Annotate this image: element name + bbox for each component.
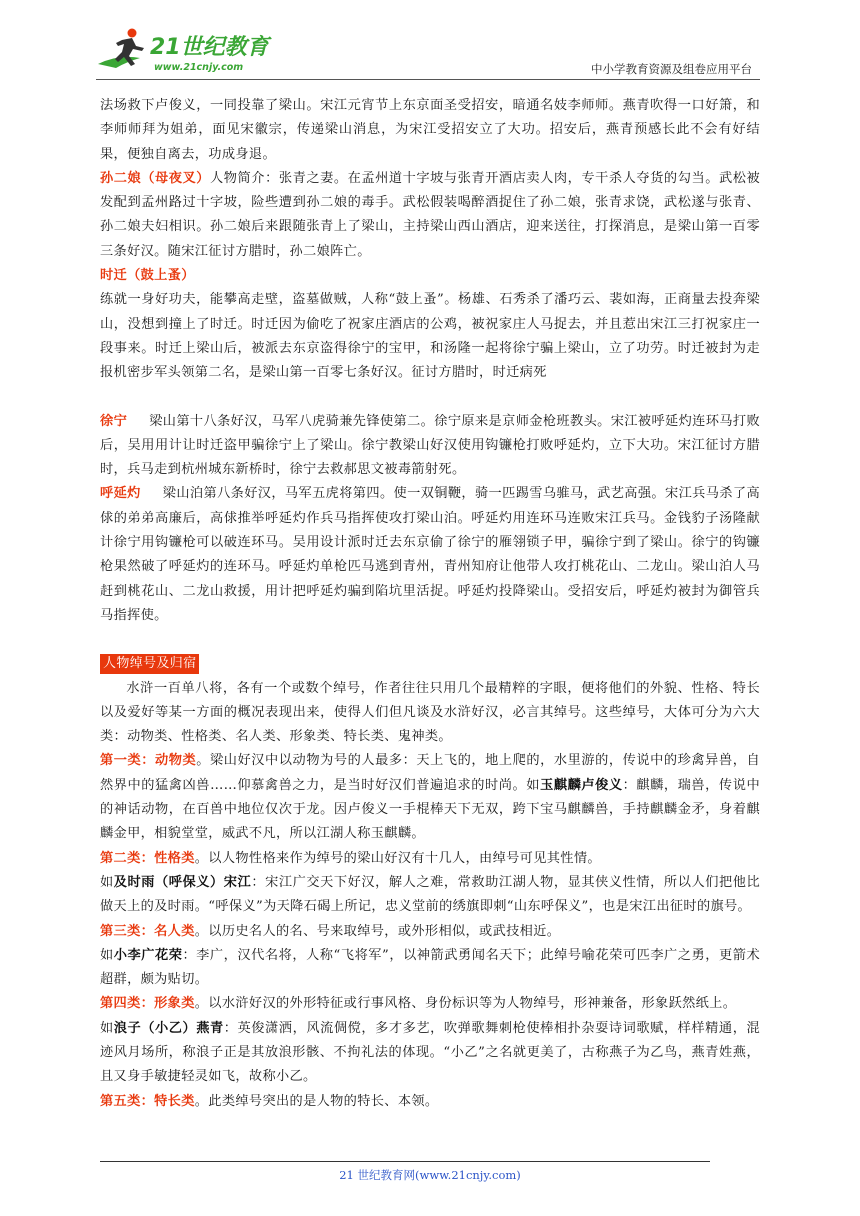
category-label-5: 第五类：特长类 xyxy=(100,1093,195,1109)
footer-link[interactable]: 21 世纪教育网(www.21cnjy.com) xyxy=(339,1168,521,1182)
paragraph-category-1 xyxy=(100,749,760,846)
category-text-1: 。梁山好汉中以动物为号的人最多：天上飞的，地上爬的，水里游的，传说中的珍禽异兽，自然界中的猛禽凶兽……仰慕禽兽之力，是当时好汉们普遍追求的时尚。如 xyxy=(100,753,760,793)
site-logo[interactable] xyxy=(96,24,296,76)
blank-line xyxy=(100,628,760,652)
page-header xyxy=(96,18,760,80)
document-body xyxy=(100,94,760,1114)
blank-line xyxy=(100,386,760,410)
footer-divider xyxy=(100,1161,710,1162)
paragraph-example-yan-qing xyxy=(100,1017,760,1090)
section-heading xyxy=(100,652,760,676)
category-text-1b: ：麒麟，瑞兽，传说中的神话动物，在百兽中地位仅次于龙。因卢俊义一手棍棒天下无双，跨下宝马麒麟兽，手持麒麟金矛，身着麒麟金甲，相貌堂堂，威武不凡，所以江湖人称玉麒麟。 xyxy=(100,777,760,842)
paragraph-category-3 xyxy=(100,920,760,944)
paragraph-sun-erniang xyxy=(100,167,760,264)
logo-url: www.21cnjy.com xyxy=(154,62,244,73)
example-text-song-jiang: ：宋江广交天下好汉，解人之难，常救助江湖人物，显其侠义性情，所以人们把他比做天上的及时雨。“呼保义”为天降石碣上所记，忠义堂前的绣旗即刺“山东呼保义”，也是宋江出征时的旗号。 xyxy=(100,874,760,915)
paragraph-category-5 xyxy=(100,1090,760,1114)
example-text-hua-rong: ：李广，汉代名将，人称“飞将军”，以神箭武勇闻名天下；此绰号喻花荣可匹李广之勇，更箭术超群，颇为贴切。 xyxy=(100,947,761,988)
paragraph-example-hua-rong xyxy=(100,944,760,993)
logo-text: 21世纪教育 xyxy=(150,35,269,60)
character-text-huyan-zhuo: 梁山泊第八条好汉，马军五虎将第四。使一双铜鞭，骑一匹踢雪乌骓马，武艺高强。宋江兵马杀了高俅的弟弟高廉后，高俅推举呼延灼作兵马指挥使攻打梁山泊。呼延灼用连环马连败宋江兵马。金钱豹子汤隆献计徐宁用钩镰枪可以破连环马。吴用设计派时迁去东京偷了徐宁的雁翎锁子甲，骗徐宁到了梁山。徐宁的钩镰枪果然破了呼延灼的连环马。呼延灼单枪匹马逃到青州，青州知府让他带人攻打桃花山、二龙山。梁山泊人马赶到桃花山、二龙山救援，用计把呼延灼骗到陷坑里活捉。呼延灼投降梁山。受招安后，呼延灼被封为御管兵马指挥使。 xyxy=(100,486,760,623)
paragraph-category-4 xyxy=(100,992,760,1016)
category-label-4: 第四类：形象类 xyxy=(100,996,195,1012)
paragraph-yanqing-end: 法场救下卢俊义，一同投靠了梁山。宋江元宵节上东京面圣受招安，暗通名妓李师师。燕青吹得一口好箫，和李师师拜为姐弟，面见宋徽宗，传递梁山消息，为宋江受招安立了大功。招安后，燕青预感长此不会有好结果，便独自离去，功成身退。 xyxy=(100,98,760,162)
example-name-lu-junyi: 玉麒麟卢俊义 xyxy=(540,777,623,793)
character-name-xu-ning: 徐宁 xyxy=(100,413,128,429)
heading-shi-qian xyxy=(100,264,760,288)
category-label-1: 第一类：动物类 xyxy=(100,753,197,769)
paragraph-huyan-zhuo xyxy=(100,482,760,628)
paragraph-shi-qian: 练就一身好功夫，能攀高走壁，盗墓做贼，人称“鼓上蚤”。杨雄、石秀杀了潘巧云、裴如海，正商量去投奔梁山，没想到撞上了时迁。时迁因为偷吃了祝家庄酒店的公鸡，被祝家庄人马捉去，并且惹出宋江三打祝家庄一段事来。时迁上梁山后，被派去东京盗得徐宁的宝甲，和汤隆一起将徐宁骗上梁山，立了功劳。时迁被封为走报机密步军头领第二名，是梁山第一百零七条好汉。征讨方腊时，时迁病死 xyxy=(100,292,760,381)
paragraph-xu-ning xyxy=(100,410,760,483)
paragraph-intro: 水浒一百单八将，各有一个或数个绰号，作者往往只用几个最精粹的字眼，便将他们的外貌、性格、特长以及爱好等某一方面的概况表现出来，使得人们但凡谈及水浒好汉，必言其绰号。这些绰号，大体可分为六大类：动物类、性格类、名人类、形象类、特长类、鬼神类。 xyxy=(100,680,760,745)
paragraph-category-2 xyxy=(100,847,760,871)
example-name-song-jiang: 及时雨（呼保义）宋江 xyxy=(113,874,252,890)
example-prefix: 如 xyxy=(100,947,114,963)
category-label-3: 第三类：名人类 xyxy=(100,923,195,939)
runner-icon xyxy=(98,29,144,69)
example-name-yan-qing: 浪子（小乙）燕青 xyxy=(113,1020,224,1036)
category-text-3: 。以历史名人的名、号来取绰号，或外形相似，或武技相近。 xyxy=(194,923,561,939)
character-name-shi-qian: 时迁（鼓上蚤） xyxy=(100,268,195,284)
example-text-yan-qing: ：英俊潇洒，风流倜傥，多才多艺，吹弹歌舞刺枪使棒相扑杂耍诗词歌赋，样样精通，混迹风月场所，称浪子正是其放浪形骸、不拘礼法的体现。“小乙”之名就更美了，古称燕子为乙鸟，燕青姓燕，且又身手敏捷轻灵如飞，故称小乙。 xyxy=(100,1020,760,1085)
character-name-sun-erniang: 孙二娘（母夜叉） xyxy=(100,170,211,186)
example-prefix: 如 xyxy=(100,1020,114,1036)
section-label-nicknames: 人物绰号及归宿 xyxy=(100,654,199,674)
example-prefix: 如 xyxy=(100,874,114,890)
platform-name: 中小学教育资源及组卷应用平台 xyxy=(591,62,752,76)
character-text-sun-erniang: 人物简介：张青之妻。在孟州道十字坡与张青开酒店卖人肉，专干杀人夺货的勾当。武松被发配到孟州路过十字坡，险些遭到孙二娘的毒手。武松假装喝醉酒捉住了孙二娘，张青求饶，武松遂与张青、孙二娘夫妇相识。孙二娘后来跟随张青上了梁山，主持梁山西山酒店，迎来送往，打探消息，是梁山第一百零三条好汉。随宋江征讨方腊时，孙二娘阵亡。 xyxy=(100,170,760,259)
header-divider xyxy=(96,79,760,80)
character-name-huyan-zhuo: 呼延灼 xyxy=(100,486,141,502)
example-name-hua-rong: 小李广花荣 xyxy=(113,947,183,963)
category-text-2: 。以人物性格来作为绰号的梁山好汉有十几人，由绰号可见其性情。 xyxy=(194,850,601,866)
paragraph-example-song-jiang xyxy=(100,871,760,920)
category-text-5: 。此类绰号突出的是人物的特长、本领。 xyxy=(194,1093,439,1109)
category-text-4: 。以水浒好汉的外形特征或行事风格、身份标识等为人物绰号，形神兼备，形象跃然纸上。 xyxy=(194,996,737,1012)
category-label-2: 第二类：性格类 xyxy=(100,850,195,866)
character-text-xu-ning: 梁山第十八条好汉，马军八虎骑兼先锋使第二。徐宁原来是京师金枪班教头。宋江被呼延灼连环马打败后，吴用用计让时迁盗甲骗徐宁上了梁山。徐宁教梁山好汉使用钩镰枪打败呼延灼，立下大功。宋江征讨方腊时，兵马走到杭州城东新桥时，徐宁去救郝思文被毒箭射死。 xyxy=(100,413,760,478)
